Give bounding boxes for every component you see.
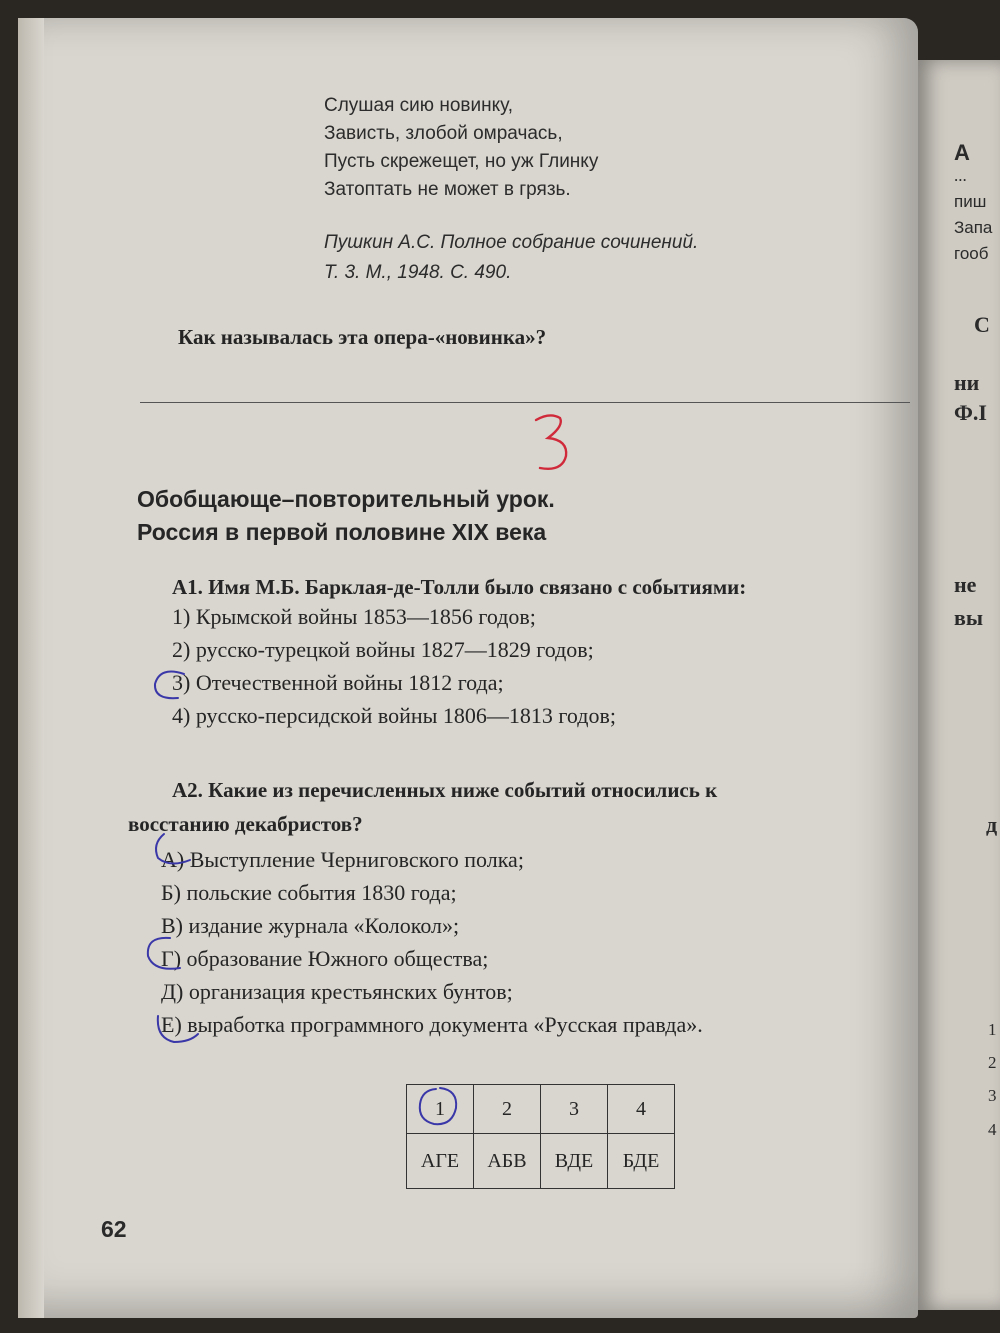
answer-circle-mark	[414, 1084, 464, 1130]
next-page-fragment: Ф.І	[954, 400, 987, 425]
opera-question: Как называлась эта опера-«новинка»?	[178, 325, 547, 349]
next-page-fragment: пиш	[954, 192, 987, 211]
next-page-fragment: 2	[988, 1053, 997, 1072]
poem-line: Слушая сию новинку,	[324, 95, 513, 116]
task-a1	[172, 575, 746, 732]
poem-citation	[324, 228, 698, 288]
answer-value-row	[407, 1134, 675, 1189]
answer-value-cell: БДЕ	[608, 1134, 675, 1189]
option-circle-mark	[150, 1004, 210, 1050]
task-a2-option: Е) выработка программного документа «Русская правда».	[161, 1012, 703, 1037]
task-a2-option: Г) образование Южного общества;	[161, 946, 489, 971]
option-circle-mark	[150, 830, 200, 870]
poem-excerpt	[324, 92, 598, 204]
handwritten-answer-three	[528, 410, 578, 480]
next-page-fragment: А	[954, 140, 970, 165]
next-page-fragment: С	[974, 312, 990, 337]
next-page-fragment: Запа	[954, 218, 993, 237]
task-a1-title: А1. Имя М.Б. Барклая-де-Толли было связано с событиями:	[172, 575, 747, 599]
task-a1-option: 2) русско-турецкой войны 1827—1829 годов;	[172, 637, 594, 662]
answer-number-cell: 3	[541, 1085, 608, 1134]
task-a2	[128, 773, 717, 1041]
next-page-fragment: ни	[954, 370, 980, 395]
section-title	[137, 483, 555, 549]
adjacent-page-edge	[918, 60, 1000, 1310]
task-a2-option: В) издание журнала «Колокол»;	[161, 913, 460, 938]
answer-value-cell: ВДЕ	[541, 1134, 608, 1189]
next-page-fragment: 4	[988, 1120, 997, 1139]
task-a1-option: 4) русско-персидской войны 1806—1813 годов;	[172, 703, 616, 728]
section-title-line: Россия в первой половине XIX века	[137, 519, 547, 545]
task-a2-option: Д) организация крестьянских бунтов;	[161, 979, 513, 1004]
option-circle-mark	[140, 932, 196, 976]
next-page-fragment: 1	[988, 1020, 997, 1039]
poem-line: Пусть скрежещет, но уж Глинку	[324, 151, 599, 172]
answer-number-cell: 4	[608, 1085, 675, 1134]
poem-line: Затоптать не может в грязь.	[324, 179, 571, 200]
next-page-fragment: вы	[954, 605, 984, 630]
task-a2-title	[128, 773, 717, 841]
answer-number-cell: 2	[474, 1085, 541, 1134]
poem-line: Зависть, злобой омрачась,	[324, 123, 563, 144]
section-title-line: Обобщающе–повторительный урок.	[137, 486, 555, 512]
task-a1-option: 1) Крымской войны 1853—1856 годов;	[172, 604, 536, 629]
task-a2-options	[161, 843, 717, 1041]
next-page-fragment: гооб	[954, 244, 989, 263]
citation-line: Пушкин А.С. Полное собрание сочинений.	[324, 232, 699, 253]
next-page-fragment: д	[986, 812, 998, 837]
task-a2-option: Б) польские события 1830 года;	[161, 880, 457, 905]
answer-line	[140, 402, 910, 403]
task-a1-option: 3) Отечественной войны 1812 года;	[172, 670, 504, 695]
next-page-fragment: не	[954, 572, 977, 597]
answer-value-cell: АБВ	[474, 1134, 541, 1189]
next-page-fragment: ...	[954, 166, 967, 185]
page-number: 62	[101, 1216, 127, 1242]
answer-number-cell: 1	[407, 1085, 474, 1134]
task-a2-option: А) Выступление Черниговского полка;	[161, 847, 524, 872]
answer-value-cell: АГЕ	[407, 1134, 474, 1189]
next-page-fragment: 3	[988, 1086, 997, 1105]
option-circle-mark	[150, 668, 198, 704]
task-a2-title-line: восстанию декабристов?	[128, 812, 363, 836]
citation-line: Т. 3. М., 1948. С. 490.	[324, 262, 512, 283]
task-a2-title-line: А2. Какие из перечисленных ниже событий относились к	[172, 778, 718, 802]
